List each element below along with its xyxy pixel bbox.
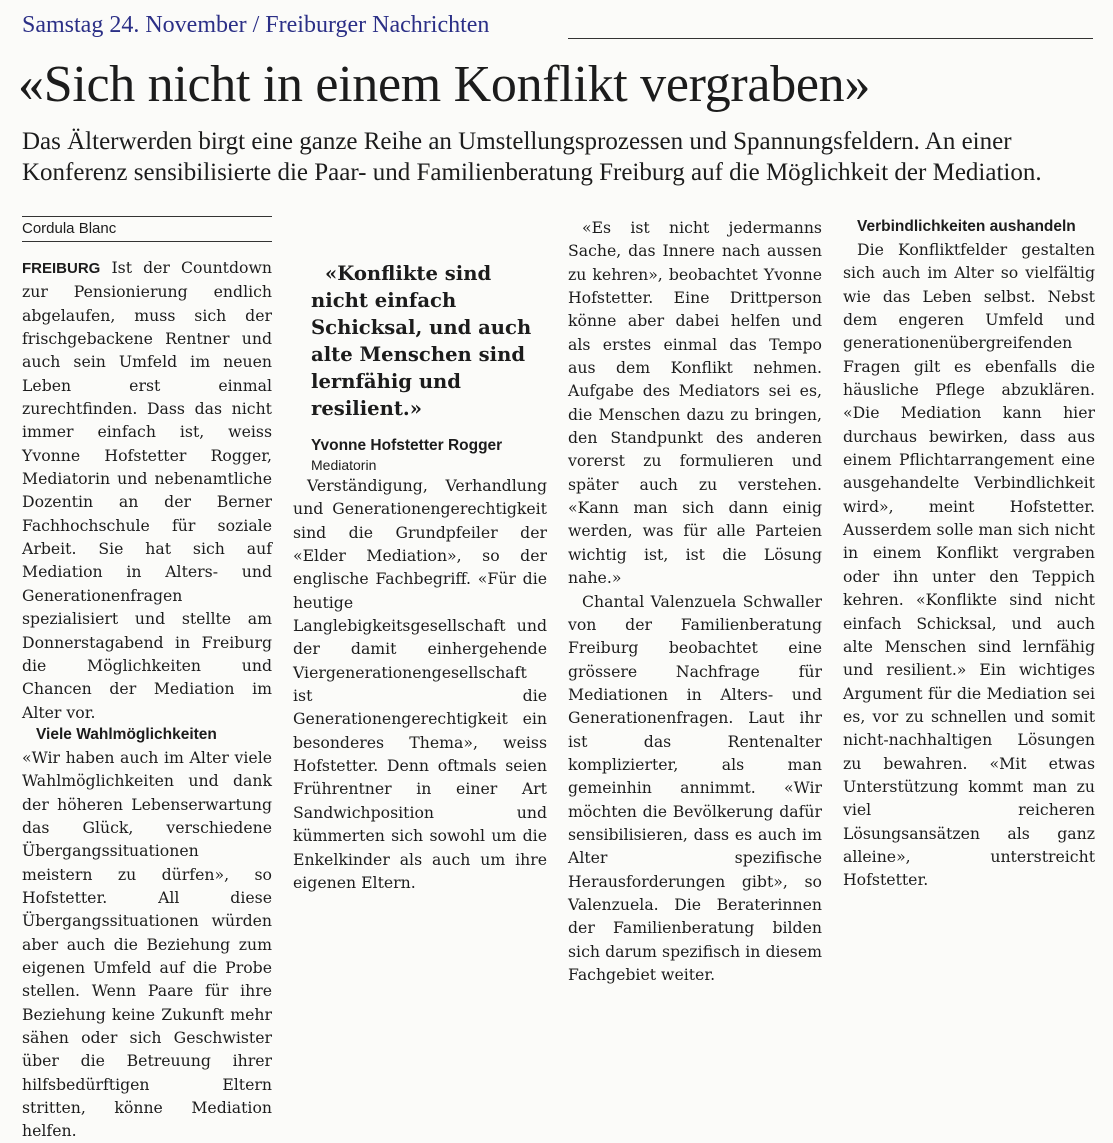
author-byline: Cordula Blanc <box>22 216 272 242</box>
paragraph-intro <box>22 256 272 724</box>
column-3 <box>568 216 822 986</box>
paragraph-valenzuela: Chantal Valenzuela Schwaller von der Familienberatung Freiburg beobachtet eine grössere Nachfrage für Mediationen in Alters- und Generationenfragen. Laut ihr ist das Rentenalter komplizierter, als man gemeinhin annimmt. «Wir möchten die Bevölkerung dafür sensibilisieren, dass es auch im Alter spezifische Herausforderungen gibt», so Valenzuela. Die Beraterinnen der Familienberatung bilden sich darum spezifisch in diesem Fachgebiet weiter. <box>568 591 822 984</box>
paragraph-verbindlichkeiten: Die Konfliktfelder gestalten sich auch im Alter so vielfältig wie das Leben selbst. Nebst dem engeren Umfeld und generationenübergreifenden Fragen gilt es ebenfalls die häusliche Pflege abzuklären. «Die Mediation kann hier durchaus bewirken, dass aus einem Pflichtarrangement eine ausgehandelte Verbindlichkeit wird», meint Hofstetter. Ausserdem solle man sich nicht in einem Konflikt vergraben oder ihn unter den Teppich kehren. «Konflikte sind nicht einfach Schicksal, und auch alte Menschen sind lernfähig und resilient.» Ein wichtiges Argument für die Mediation sei es, vor zu schnellen und somit nicht-nachhaltigen Lösungen zu bewahren. «Mit etwas Unterstützung kommt man zu viel reicheren Lösungsansätzen als ganz alleine», unterstreicht Hofstetter. <box>843 240 1095 890</box>
placeline: FREIBURG <box>22 260 101 277</box>
subhead-wahlmoeglichkeiten: Viele Wahlmöglichkeiten <box>36 725 217 743</box>
column-4 <box>843 216 1095 892</box>
paragraph-intro-text: Ist der Countdown zur Pensionierung endlich abgelaufen, muss sich der frischgebackene Rentner und auch sein Umfeld im neuen Leben erst einmal zurechtfinden. Dass das nicht immer einfach ist, weiss Yvonne Hofstetter Rogger, Mediatorin und nebenamtliche Dozentin an der Berner Fachhochschule für soziale Arbeit. Sie hat sich auf Mediation in Alters- und Generationenfragen spezialisiert und stellte am Donnerstagabend in Freiburg die Möglichkeiten und Chancen der Mediation im Alter vor. <box>22 258 272 722</box>
column-2 <box>293 216 547 894</box>
paragraph-drittperson: «Es ist nicht jedermanns Sache, das Innere nach aussen zu kehren», beobachtet Yvonne Hofstetter. Eine Drittperson könne aber dabei helfen und als erstes einmal das Tempo aus dem Konflikt nehmen. Aufgabe des Mediators sei es, die Menschen dazu zu bringen, den Standpunkt des anderen vorerst zu formulieren und später auch zu verstehen. «Kann man sich dann einig werden, was für alle Parteien wichtig ist, ist die Lösung nahe.» <box>568 218 822 588</box>
dateline-rule <box>568 38 1093 39</box>
paragraph-wahlmoeglichkeiten: «Wir haben auch im Alter viele Wahlmöglichkeiten und dank der höheren Lebenserwartung das Glück, verschiedene Übergangssituationen meistern zu dürfen», so Hofstetter. All diese Übergangssituationen würden aber auch die Beziehung zum eigenen Umfeld auf die Probe stellen. Wenn Paare für ihre Beziehung keine Zukunft mehr sähen oder sich Geschwister über die Betreuung ihrer hilfsbedürftigen Eltern stritten, könne Mediation helfen. <box>22 747 272 1141</box>
pull-quote-text: «Konflikte sind nicht einfach Schicksal, und auch alte Menschen sind lernfähig und resilient.» <box>311 262 532 420</box>
pull-quote-role: Mediatorin <box>311 457 377 473</box>
headline: «Sich nicht in einem Konflikt vergraben» <box>18 56 871 113</box>
paragraph-verstaendigung: Verständigung, Verhandlung und Generationengerechtigkeit sind die Grundpfeiler der «Elder Mediation», so der englische Fachbegriff. «Für die heutige Langlebigkeitsgesellschaft und der damit einhergehende Viergenerationengesellschaft ist die Generationengerechtigkeit ein besonderes Thema», weiss Hofstetter. Denn oftmals seien Frührentner in einer Art Sandwichposition und kümmerten sich sowohl um die Enkelkinder als auch um ihre eigenen Eltern. <box>293 476 547 892</box>
dateline: Samstag 24. November / Freiburger Nachrichten <box>22 12 490 38</box>
subhead-verbindlichkeiten: Verbindlichkeiten aushandeln <box>857 218 1076 235</box>
pull-quote-box <box>311 260 541 474</box>
lead-text: Das Älterwerden birgt eine ganze Reihe an Umstellungsprozessen und Spannungsfeldern. An einer Konferenz sensibilisierte die Paar- und Familienberatung Freiburg auf die Möglichkeit der Mediation. <box>22 128 1042 186</box>
column-1 <box>22 216 272 1143</box>
pull-quote-name: Yvonne Hofstetter Rogger <box>311 437 503 454</box>
